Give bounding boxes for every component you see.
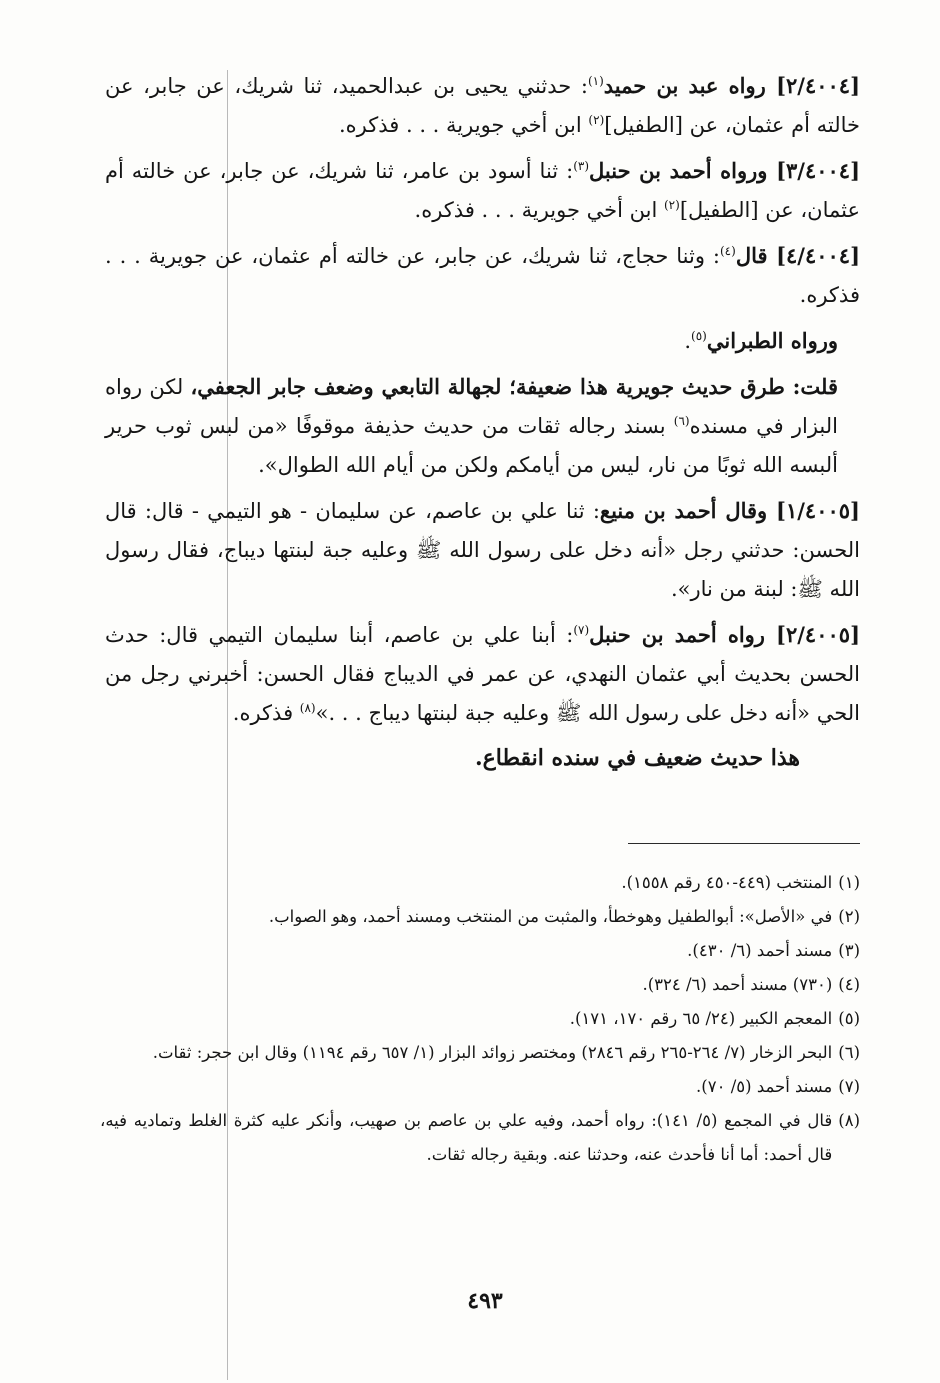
footnote bbox=[100, 866, 860, 900]
hadith-entry bbox=[105, 321, 860, 361]
footnote-number: (١) bbox=[838, 873, 860, 892]
footnote-text: مسند أحمد (٥/ ٧٠). bbox=[696, 1077, 833, 1096]
footnote-marker: (١) bbox=[587, 74, 604, 88]
entry-reference: [١/٤٠٠٥] bbox=[776, 498, 860, 523]
entry-lead: قال bbox=[735, 243, 768, 268]
footnotes bbox=[100, 866, 860, 1172]
hadith-entry bbox=[105, 236, 860, 315]
footnote-marker: (٣) bbox=[573, 159, 590, 173]
footnote-number: (٥) bbox=[838, 1009, 860, 1028]
entry-reference: [٣/٤٠٠٤] bbox=[776, 158, 861, 183]
page-number: ٤٩٣ bbox=[467, 1288, 503, 1314]
hadith-entry bbox=[105, 491, 860, 609]
footnote-text: البحر الزخار (٧/ ٢٦٤-٢٦٥ رقم ٢٨٤٦) ومختصر زوائد البزار (١/ ٦٥٧ رقم ١١٩٤) وقال ابن حجر: ثقات. bbox=[152, 1043, 833, 1062]
footnote-marker: (٧) bbox=[573, 623, 590, 637]
footnote-text: المنتخب (٤٤٩-٤٥٠ رقم ١٥٥٨). bbox=[621, 873, 833, 892]
author-comment bbox=[105, 367, 860, 485]
hadith-entry bbox=[105, 66, 860, 145]
footnote-marker: (٥) bbox=[691, 329, 707, 343]
entry-lead: رواه أحمد بن حنبل bbox=[589, 622, 765, 647]
footnote-number: (٢) bbox=[838, 907, 860, 926]
comment-text: بسند رجاله ثقات من حديث حذيفة موقوفًا «من لبس ثوب حرير ألبسه الله ثوبًا من نار، ليس من أيامكم ولكن من أيام الله الطوال». bbox=[105, 414, 838, 477]
footnote bbox=[100, 934, 860, 968]
footnote-text: قال في المجمع (٥/ ١٤١): رواه أحمد، وفيه علي بن عاصم بن صهيب، وأنكر عليه كثرة الغلط وتماديه فيه، قال أحمد: أما أنا فأحدث عنه، وحدثنا عنه. وبقية رجاله ثقات. bbox=[100, 1111, 833, 1164]
footnote-number: (٧) bbox=[838, 1077, 860, 1096]
footnote bbox=[100, 968, 860, 1002]
hadith-entry bbox=[105, 615, 860, 733]
footnote-marker: (٢) bbox=[663, 198, 680, 212]
footnote-separator bbox=[628, 843, 860, 844]
footnote-number: (٦) bbox=[838, 1043, 860, 1062]
entry-lead: ورواه أحمد بن حنبل bbox=[589, 158, 768, 183]
footnote-marker: (٤) bbox=[719, 244, 736, 258]
footnote bbox=[100, 900, 860, 934]
entry-text: . bbox=[684, 329, 692, 353]
entry-reference: [٤/٤٠٠٤] bbox=[776, 243, 861, 268]
entry-text: : أبنا علي بن عاصم، أبنا سليمان التيمي قال: حدث الحسن بحديث أبي عثمان النهدي، عن عمر في الديباج فقال الحسن: أخبرني رجل من الحي «أنه دخل على رسول الله ﷺ وعليه جبة لبنتها ديباج . . .» bbox=[105, 623, 860, 725]
footnote-marker: (٢) bbox=[588, 113, 605, 127]
entry-reference: [٢/٤٠٠٥] bbox=[776, 622, 860, 647]
entry-text: : ثنا أسود بن عامر، ثنا شريك، عن جابر، عن خالته أم عثمان، عن [الطفيل] bbox=[105, 159, 860, 222]
entry-text: : وثنا حجاج، ثنا شريك، عن جابر، عن خالته أم عثمان، عن جويرية . . . فذكره. bbox=[105, 244, 860, 307]
footnote-text: في «الأصل»: أبوالطفيل وهوخطأ، والمثبت من المنتخب ومسند أحمد، وهو الصواب. bbox=[268, 907, 833, 926]
footnote-text: المعجم الكبير (٢٤/ ٦٥ رقم ١٧٠، ١٧١). bbox=[569, 1009, 833, 1028]
entry-lead: وقال أحمد بن منيع bbox=[599, 498, 768, 523]
entry-text: ابن أخي جويرية . . . فذكره. bbox=[338, 113, 589, 137]
entry-lead: ورواه الطبراني bbox=[706, 328, 838, 353]
conclusion: هذا حديث ضعيف في سنده انقطاع. bbox=[474, 745, 800, 771]
footnote-marker: (٦) bbox=[673, 414, 690, 428]
entry-text: ابن أخي جويرية . . . فذكره. bbox=[414, 198, 664, 222]
main-text bbox=[105, 66, 860, 784]
entry-text: : حدثني يحيى بن عبدالحميد، ثنا شريك، عن جابر، عن خالته أم عثمان، عن [الطفيل] bbox=[105, 74, 860, 137]
comment-lead: قلت: طرق حديث جويرية هذا ضعيفة؛ لجهالة التابعي وضعف جابر الجعفي، bbox=[190, 374, 838, 399]
footnote-text: (٧٣٠) مسند أحمد (٦/ ٣٢٤). bbox=[642, 975, 833, 994]
footnote-number: (٣) bbox=[838, 941, 860, 960]
entry-text: : ثنا علي بن عاصم، عن سليمان - هو التيمي - قال: قال الحسن: حدثني رجل «أنه دخل على رسول الله ﷺ وعليه جبة لبنتها ديباج، فقال رسول الله ﷺ: لبنة من نار». bbox=[105, 499, 860, 601]
entry-reference: [٢/٤٠٠٤] bbox=[776, 73, 861, 98]
footnote bbox=[100, 1104, 860, 1172]
footnote-text: مسند أحمد (٦/ ٤٣٠). bbox=[687, 941, 833, 960]
footnote-number: (٨) bbox=[838, 1111, 860, 1130]
footnote-marker: (٨) bbox=[299, 701, 316, 715]
comment-text: لكن رواه البزار في مسنده bbox=[105, 375, 838, 438]
entry-lead: رواه عبد بن حميد bbox=[603, 73, 766, 98]
footnote-number: (٤) bbox=[838, 975, 860, 994]
hadith-entry bbox=[105, 151, 860, 230]
entry-text: فذكره. bbox=[232, 701, 300, 725]
footnote bbox=[100, 1002, 860, 1036]
footnote bbox=[100, 1070, 860, 1104]
footnote bbox=[100, 1036, 860, 1070]
